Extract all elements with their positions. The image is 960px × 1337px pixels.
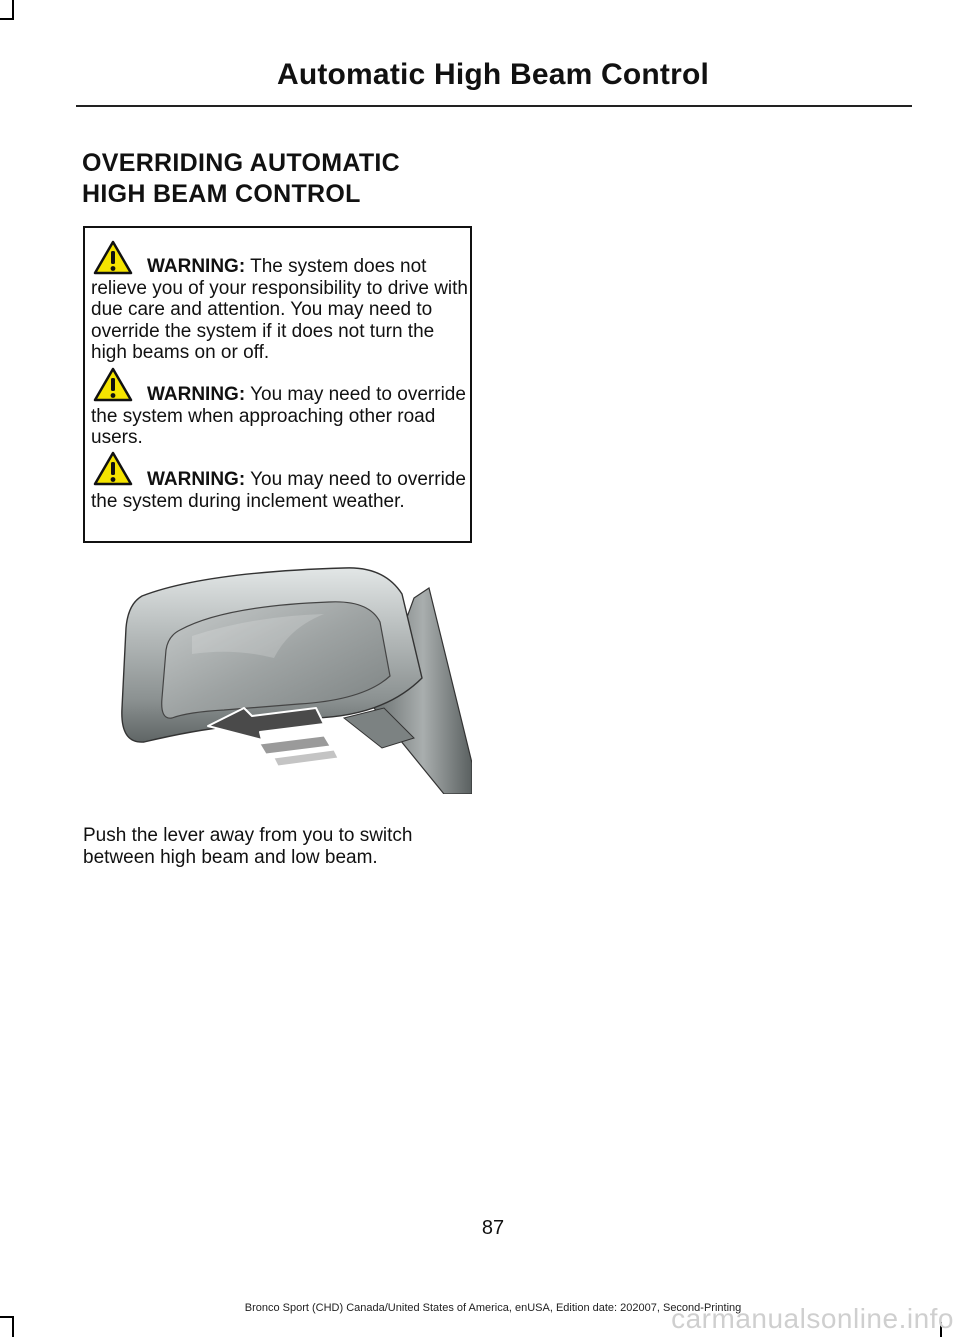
page-header-title: Automatic High Beam Control xyxy=(276,58,710,91)
instruction-text: Push the lever away from you to switch between high beam and low beam. xyxy=(83,825,413,868)
warning-item-1 xyxy=(91,256,469,364)
warning-box xyxy=(83,226,472,543)
warning-item-3 xyxy=(91,469,469,512)
section-heading-line-2: HIGH BEAM CONTROL xyxy=(82,180,361,208)
header-divider xyxy=(76,105,912,107)
warning-text: You may need to override the system during inclement weather. xyxy=(91,469,466,512)
mirror-arrow-illustration xyxy=(84,558,472,794)
watermark: carmanualsonline.info xyxy=(671,1303,954,1334)
section-heading xyxy=(82,148,482,210)
crop-mark xyxy=(12,0,14,20)
warning-item-2 xyxy=(91,384,469,449)
warning-label: WARNING: xyxy=(147,384,246,405)
section-heading-line-1: OVERRIDING AUTOMATIC xyxy=(82,149,401,177)
warning-label: WARNING: xyxy=(147,256,246,277)
warning-text: The system does not relieve you of your responsibility to drive with due care and attention. You may need to override the system if it does not turn the high beams on or off. xyxy=(91,256,469,363)
crop-mark xyxy=(12,1316,14,1337)
warning-label: WARNING: xyxy=(147,469,246,490)
page-number: 87 xyxy=(481,1217,505,1239)
footer-edition-text: Bronco Sport (CHD) Canada/United States of America, enUSA, Edition date: 202007, Second-Printing xyxy=(244,1302,742,1314)
warning-text: You may need to override the system when approaching other road users. xyxy=(91,384,466,448)
